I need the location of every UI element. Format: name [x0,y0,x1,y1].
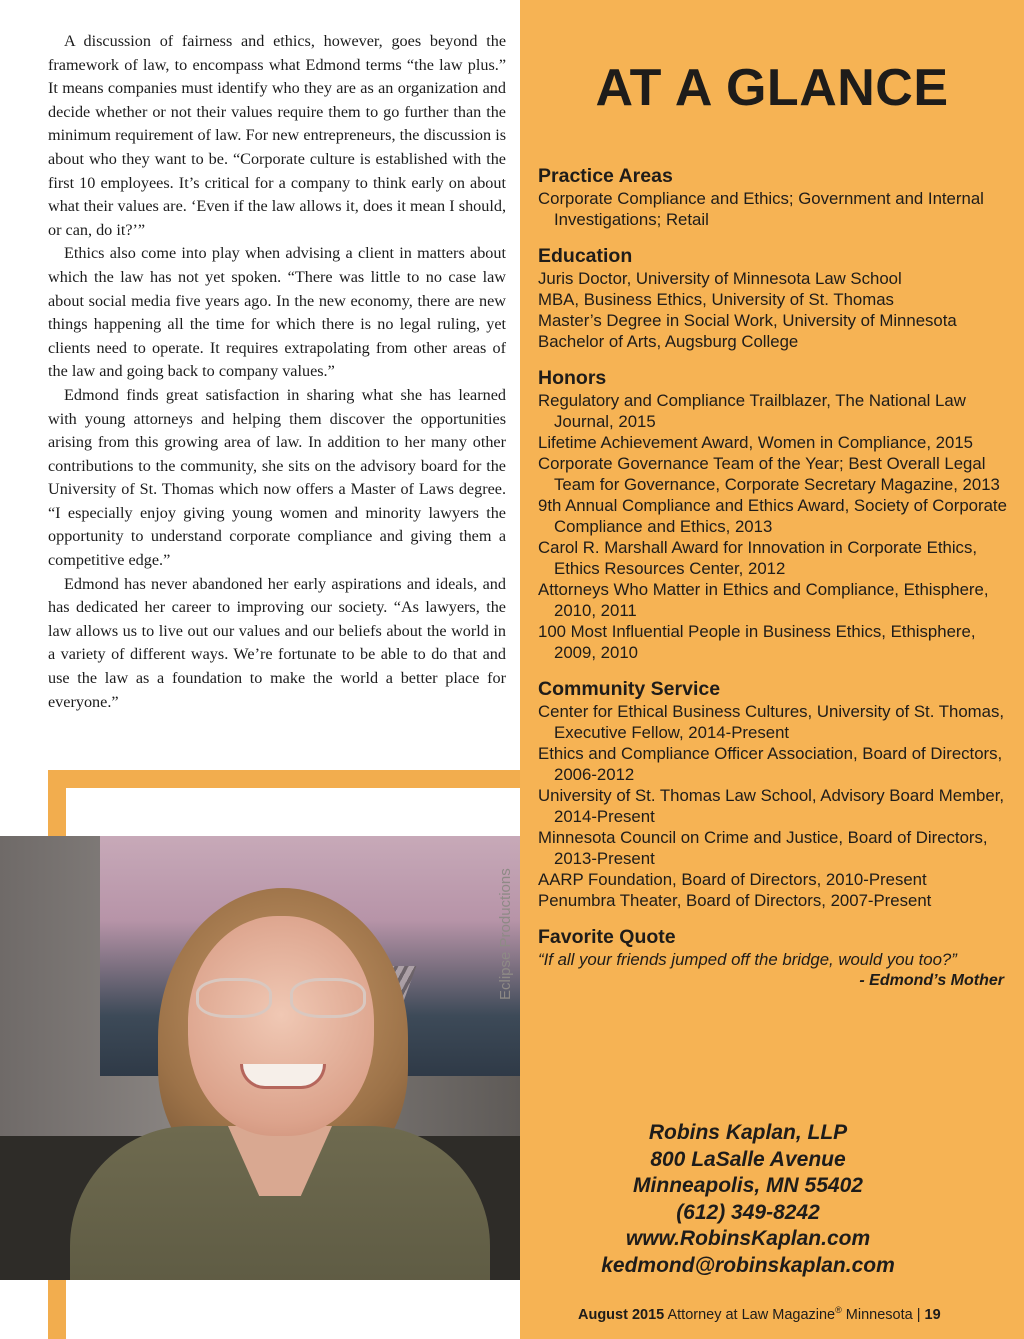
list-item: Master’s Degree in Social Work, University of Minnesota [538,311,957,330]
favorite-quote-heading: Favorite Quote [538,926,676,948]
sidebar-title: AT A GLANCE [595,59,949,117]
article-body [48,30,506,714]
article-paragraph-1: A discussion of fairness and ethics, however, goes beyond the framework of law, to encompass what Edmond terms “the law plus.” It means companies must identify who they are as an organization and decide whether or not their values require them to go further than the minimum requirement of law. For new entrepreneurs, the discussion is about who they want to be. “Corporate culture is established with the first 10 employees. It’s critical for a company to think early on about what their values are. ‘Even if the law allows it, does it mean I should, or can, do it?’” [48,32,506,239]
community-service-section [538,677,1010,911]
sidebar-sections [538,164,1010,1005]
list-item: Minnesota Council on Crime and Justice, Board of Directors, 2013-Present [538,828,988,868]
photo-subject-glasses [196,978,366,1014]
list-item: Regulatory and Compliance Trailblazer, The National Law Journal, 2015 [538,391,966,431]
portrait-photo [0,836,520,1280]
list-item: Juris Doctor, University of Minnesota Law School [538,269,902,288]
favorite-quote-text: “If all your friends jumped off the bridge, would you too?” [538,950,957,969]
favorite-quote-attribution: - Edmond’s Mother [859,972,1004,989]
page-number: 19 [924,1306,941,1323]
honors-section [538,366,1010,663]
contact-street: 800 LaSalle Avenue [650,1147,846,1171]
list-item: Lifetime Achievement Award, Women in Compliance, 2015 [538,433,973,452]
list-item: 100 Most Influential People in Business Ethics, Ethisphere, 2009, 2010 [538,622,976,662]
contact-block [520,1120,976,1279]
list-item: AARP Foundation, Board of Directors, 2010-Present [538,870,927,889]
footer-separator: | [916,1306,921,1323]
list-item: Bachelor of Arts, Augsburg College [538,332,799,351]
practice-areas-section [538,164,1010,230]
practice-areas-heading: Practice Areas [538,165,673,187]
contact-email[interactable]: kedmond@robinskaplan.com [601,1253,895,1277]
photo-subject-smile [240,1064,326,1089]
contact-city: Minneapolis, MN 55402 [633,1174,863,1197]
community-service-heading: Community Service [538,678,721,700]
list-item: Center for Ethical Business Cultures, University of St. Thomas, Executive Fellow, 2014-Present [538,702,1005,742]
list-item: University of St. Thomas Law School, Advisory Board Member, 2014-Present [538,786,1005,826]
list-item: Carol R. Marshall Award for Innovation in Corporate Ethics, Ethics Resources Center, 2012 [538,538,977,578]
education-heading: Education [538,245,633,267]
contact-website[interactable]: www.RobinsKaplan.com [625,1227,871,1250]
photo-frame-top [48,770,520,788]
list-item: Corporate Governance Team of the Year; Best Overall Legal Team for Governance, Corporate Secretary Magazine, 2013 [538,454,1000,494]
article-paragraph-2: Ethics also come into play when advising a client in matters about which the law has not yet spoken. “There was little to no case law about social media five years ago. In the new economy, there are new things happening all the time for which there is no legal ruling, yet clients need to operate. It requires extrapolating from other areas of the law and going back to company values.” [48,244,506,381]
list-item: 9th Annual Compliance and Ethics Award, Society of Corporate Compliance and Ethics, 2013 [538,496,1007,536]
education-section [538,244,1010,352]
favorite-quote-section [538,925,1010,991]
list-item: Attorneys Who Matter in Ethics and Compliance, Ethisphere, 2010, 2011 [538,580,989,620]
footer-registered-mark: ® [835,1305,842,1315]
at-a-glance-sidebar [520,0,1024,1339]
article-paragraph-4: Edmond has never abandoned her early aspirations and ideals, and has dedicated her career to improving our society. “As lawyers, the law allows us to live out our values and our beliefs about the world in a variety of different ways. We’re fortunate to be able to do that and use the law as a foundation to make the world a better place for everyone.” [48,574,506,711]
photo-subject-face [188,916,374,1136]
footer-date: August 2015 [578,1306,665,1323]
list-item: Penumbra Theater, Board of Directors, 2007-Present [538,891,932,910]
footer-publication: Attorney at Law Magazine [667,1306,836,1323]
list-item: Corporate Compliance and Ethics; Government and Internal Investigations; Retail [538,189,984,229]
list-item: MBA, Business Ethics, University of St. Thomas [538,290,894,309]
honors-heading: Honors [538,367,607,389]
article-paragraph-3: Edmond finds great satisfaction in sharing what she has learned with young attorneys and helping them discover the opportunities arising from this growing area of law. In addition to her many other contributions to the community, she sits on the advisory board for the University of St. Thomas which now offers a Master of Laws degree. “I especially enjoy giving young women and minority lawyers the opportunity to understand corporate compliance and giving them a competitive edge.” [48,385,506,570]
contact-firm: Robins Kaplan, LLP [648,1121,848,1144]
list-item: Ethics and Compliance Officer Association, Board of Directors, 2006-2012 [538,744,1003,784]
page-footer [578,1305,998,1323]
contact-phone: (612) 349-8242 [676,1200,820,1224]
footer-edition: Minnesota [845,1306,913,1323]
photo-credit: Eclipse Productions [497,868,514,1000]
